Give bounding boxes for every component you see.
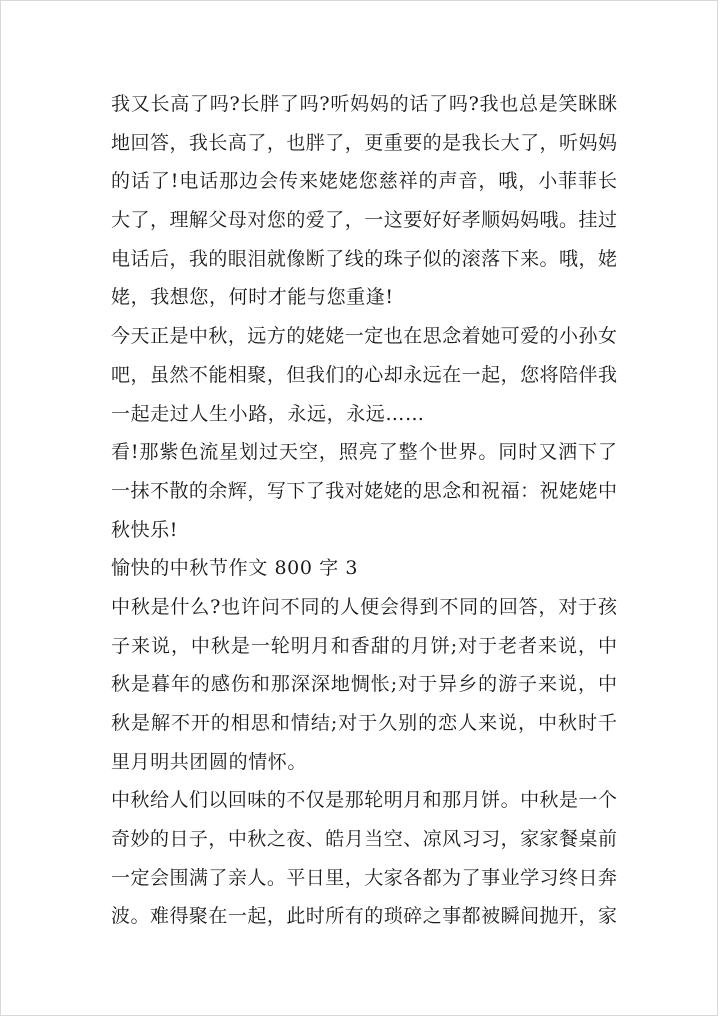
text-line: 我又长高了吗?长胖了吗?听妈妈的话了吗?我也总是笑眯眯: [111, 93, 617, 115]
text-line: 看!那紫色流星划过天空，照亮了整个世界。同时又洒下了: [111, 441, 617, 464]
text-line: 大了，理解父母对您的爱了，一这要好好孝顺妈妈哦。挂过: [111, 209, 617, 232]
text-line: 子来说，中秋是一轮明月和香甜的月饼;对于老者来说，中: [111, 634, 617, 657]
essay-title: 愉快的中秋节作文 800 字 3: [111, 557, 359, 580]
text-line: 一抹不散的余辉，写下了我对姥姥的思念和祝福：祝姥姥中: [111, 479, 617, 502]
document-body: [111, 85, 617, 936]
text-line: 今天正是中秋，远方的姥姥一定也在思念着她可爱的小孙女: [111, 325, 617, 348]
text-line: 里月明共团圆的情怀。: [111, 750, 308, 773]
text-line: 秋快乐!: [111, 518, 179, 541]
paragraph-reunion: [111, 781, 617, 936]
paragraph-meteor: [111, 433, 617, 549]
text-line: 一起走过人生小路，永远，永远……: [111, 402, 425, 425]
text-line: 中秋是什么?也许问不同的人便会得到不同的回答，对于孩: [111, 595, 617, 618]
text-line: 姥，我想您，何时才能与您重逢!: [111, 286, 394, 309]
text-line: 秋是解不开的相思和情结;对于久别的恋人来说，中秋时千: [111, 712, 617, 734]
paragraph-phone-call: [111, 85, 617, 317]
text-line: 电话后，我的眼泪就像断了线的珠子似的滚落下来。哦，姥: [111, 247, 617, 270]
text-line: 奇妙的日子，中秋之夜、皓月当空、凉风习习，家家餐桌前: [111, 828, 617, 851]
paragraph-what-is-mid-autumn: [111, 588, 617, 781]
paragraph-mid-autumn-today: [111, 317, 617, 433]
text-line: 的话了!电话那边会传来姥姥您慈祥的声音，哦，小菲菲长: [111, 170, 617, 193]
text-line: 地回答，我长高了，也胖了，更重要的是我长大了，听妈妈: [111, 131, 617, 154]
text-line: 秋是暮年的感伤和那深深地惆怅;对于异乡的游子来说，中: [111, 673, 617, 696]
section-heading: [111, 549, 617, 588]
text-line: 波。难得聚在一起，此时所有的琐碎之事都被瞬间抛开，家: [111, 905, 617, 928]
text-line: 一定会围满了亲人。平日里，大家各都为了事业学习终日奔: [111, 866, 617, 889]
text-line: 吧，虽然不能相聚，但我们的心却永远在一起，您将陪伴我: [111, 363, 617, 386]
text-line: 中秋给人们以回味的不仅是那轮明月和那月饼。中秋是一个: [111, 789, 617, 812]
